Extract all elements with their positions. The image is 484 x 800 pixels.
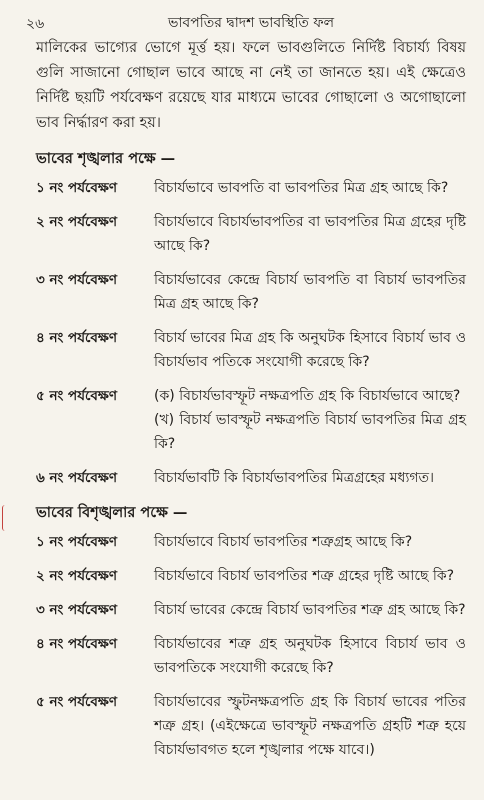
observation-text: বিচার্য ভাবের কেন্দ্রে বিচার্য ভাবপতির শত্রু গ্রহ আছে কি? [154, 602, 466, 618]
observation-disorder-3 [36, 598, 466, 622]
observation-order-5 [36, 384, 466, 456]
running-title: ভাবপতির দ্বাদশ ভাবস্থিতি ফল [167, 15, 335, 31]
observation-text: বিচার্যভাবে বিচার্য ভাবপতির শত্রুগ্রহ আছে কি? [154, 534, 413, 550]
observation-label: ২ নং পর্যবেক্ষণ [36, 214, 118, 230]
observation-label: ১ নং পর্যবেক্ষণ [36, 534, 118, 550]
observation-text: বিচার্যভাবে বিচার্য ভাবপতির শত্রু গ্রহের দৃষ্টি আছে কি? [154, 568, 455, 584]
observation-order-2 [36, 210, 466, 258]
observation-label: ২ নং পর্যবেক্ষণ [36, 568, 118, 584]
section-heading-order: ভাবের শৃঙ্খলার পক্ষে — [36, 151, 176, 167]
observation-disorder-4 [36, 632, 466, 680]
observation-subitem-kha: (খ) বিচার্য ভাবস্ফূট নক্ষত্রপতি বিচার্য ভাবপতির মিত্র গ্রহ কি? [154, 412, 466, 452]
observation-label: ৬ নং পর্যবেক্ষণ [36, 470, 118, 486]
observation-label: ৫ নং পর্যবেক্ষণ [36, 388, 118, 404]
observation-disorder-2 [36, 564, 466, 588]
observation-label: ৪ নং পর্যবেক্ষণ [36, 636, 118, 652]
observation-text: বিচার্যভাবের স্ফুটনক্ষত্রপতি গ্রহ কি বিচার্য ভাবের পতির শত্রু গ্রহ। (এইক্ষেত্রে ভাবস্ফূট নক্ষত্রপতি গ্রহটি শত্রু হয়ে বিচার্যভাবগত হলে শৃঙ্খলার পক্ষে যাবে।) [154, 694, 466, 758]
observation-order-4 [36, 326, 466, 374]
observation-text: বিচার্যভাবের কেন্দ্রে বিচার্য ভাবপতি বা বিচার্য ভাবপতির মিত্র গ্রহ আছে কি? [154, 272, 466, 312]
observation-order-6 [36, 466, 466, 490]
observation-text: বিচার্যভাবে বিচার্যভাবপতির বা ভাবপতির মিত্র গ্রহের দৃষ্টি আছে কি? [154, 214, 466, 254]
intro-paragraph: মালিকের ভাগ্যের ভোগে মূর্ত্ত হয়। ফলে ভাবগুলিতে নির্দিষ্ট বিচার্য্য বিষয় গুলি সাজানো গোছাল ভাবে আছে না নেই তা জানতে হয়। এই ক্ষেত্রেও নির্দিষ্ট ছয়টি পর্যবেক্ষণ রয়েছে যার মাধ্যমে ভাবের গোছালো ও অগোছালো ভাব নির্দ্ধারণ করা হয়। [36, 40, 466, 131]
observation-order-1 [36, 176, 466, 200]
observation-text [154, 384, 466, 456]
observation-disorder-5 [36, 690, 466, 762]
observation-text: বিচার্যভাবটি কি বিচার্যভাবপতির মিত্রগ্রহের মধ্যগত। [154, 470, 435, 486]
observation-label: ৪ নং পর্যবেক্ষণ [36, 330, 118, 346]
observation-label: ৩ নং পর্যবেক্ষণ [36, 272, 118, 288]
page-number: ২৬ [26, 16, 45, 32]
observation-disorder-1 [36, 530, 466, 554]
page-header [26, 10, 466, 32]
section-heading-disorder: ভাবের বিশৃঙ্খলার পক্ষে — [36, 505, 188, 521]
observation-label: ৩ নং পর্যবেক্ষণ [36, 602, 118, 618]
margin-pen-mark [2, 505, 6, 531]
observation-label: ৫ নং পর্যবেক্ষণ [36, 694, 118, 710]
observation-label: ১ নং পর্যবেক্ষণ [36, 180, 118, 196]
observation-text: বিচার্যভাবের শত্রু গ্রহ অনুঘটক হিসাবে বিচার্য ভাব ও ভাবপতিকে সংযোগী করেছে কি? [154, 636, 466, 676]
observation-text: বিচার্যভাবে ভাবপতি বা ভাবপতির মিত্র গ্রহ আছে কি? [154, 180, 449, 196]
observation-subitem-ka: (ক) বিচার্যভাবস্ফূট নক্ষত্রপতি গ্রহ কি বিচার্যভাবে আছে? [154, 388, 461, 404]
observation-order-3 [36, 268, 466, 316]
observation-text: বিচার্য ভাবের মিত্র গ্রহ কি অনুঘটক হিসাবে বিচার্য ভাব ও বিচার্যভাব পতিকে সংযোগী করেছে কি? [154, 330, 466, 370]
